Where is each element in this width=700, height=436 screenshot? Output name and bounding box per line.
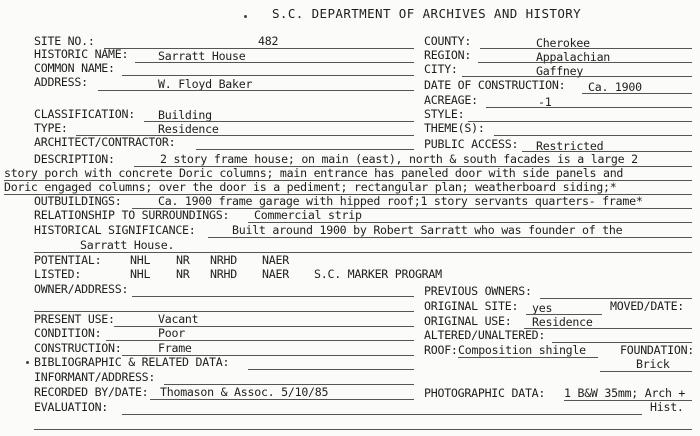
common-name-line (122, 75, 414, 76)
historic-name-value: Sarratt House (158, 49, 246, 63)
acreage-value: -1 (538, 95, 552, 109)
condition-label: CONDITION: (34, 326, 102, 340)
listed-label: LISTED: (34, 267, 82, 281)
date-construction-line (582, 93, 692, 94)
city-line (462, 76, 692, 77)
region-line (478, 62, 692, 63)
present-use-value: Vacant (158, 312, 199, 326)
county-label: COUNTY: (424, 34, 472, 48)
date-construction-label: DATE OF CONSTRUCTION: (424, 78, 566, 92)
recorded-label: RECORDED BY/DATE: (34, 385, 149, 399)
evaluation-line (122, 414, 642, 415)
previous-owners-label: PREVIOUS OWNERS: (424, 284, 532, 298)
outbuildings-value: Ca. 1900 frame garage with hipped roof;1 story servants quarters- frame* (158, 194, 643, 208)
significance-label: HISTORICAL SIGNIFICANCE: (34, 223, 196, 237)
listed-naer: NAER (262, 267, 289, 281)
owner-line (132, 296, 414, 297)
relationship-label: RELATIONSHIP TO SURROUNDINGS: (34, 208, 230, 222)
city-label: CITY: (424, 62, 458, 76)
type-value: Residence (158, 122, 219, 136)
bibliographic-label: BIBLIOGRAPHIC & RELATED DATA: (34, 355, 230, 369)
potential-nr: NR (176, 253, 190, 267)
description-line-2: story porch with concrete Doric columns; main entrance has paneled door with side panels and (4, 166, 624, 180)
significance-line-1: Built around 1900 by Robert Sarratt who was founder of the (232, 223, 623, 237)
punch-mark (244, 15, 247, 18)
potential-nrhd: NRHD (210, 253, 237, 267)
relationship-value: Commercial strip (254, 208, 362, 222)
listed-nhl: NHL (130, 267, 151, 281)
foundation-label: FOUNDATION: (620, 343, 695, 357)
architect-line (196, 149, 414, 150)
roof-value: Composition shingle (458, 343, 586, 357)
address-label: ADDRESS: (34, 75, 88, 89)
site-no-label: SITE NO.: (34, 34, 95, 48)
listed-nr: NR (176, 267, 190, 281)
owner-label: OWNER/ADDRESS: (34, 282, 129, 296)
region-label: REGION: (424, 48, 472, 62)
address-line (98, 90, 414, 91)
bibliographic-line (248, 369, 414, 370)
classification-value: Building (158, 108, 212, 122)
original-use-line (524, 328, 692, 329)
city-value: Gaffney (536, 64, 584, 78)
roof-label: ROOF: (424, 343, 458, 357)
potential-naer: NAER (262, 253, 289, 267)
roof-line (458, 357, 598, 358)
common-name-label: COMMON NAME: (34, 61, 115, 75)
public-access-label: PUBLIC ACCESS: (424, 137, 519, 151)
themes-line (494, 135, 692, 136)
outbuildings-label: OUTBUILDINGS: (34, 194, 122, 208)
recorded-line (150, 399, 414, 400)
acreage-line (486, 107, 692, 108)
recorded-value: Thomason & Assoc. 5/10/85 (160, 385, 329, 399)
original-site-value: yes (532, 301, 553, 315)
description-line-1: 2 story frame house; on main (east), north & south facades is a large 2 (160, 152, 638, 166)
classification-label: CLASSIFICATION: (34, 107, 135, 121)
potential-nhl: NHL (130, 253, 151, 267)
style-label: STYLE: (424, 107, 465, 121)
county-line (480, 48, 692, 49)
site-no-value: 482 (258, 34, 279, 48)
condition-value: Poor (158, 326, 185, 340)
type-label: TYPE: (34, 121, 68, 135)
original-site-label: ORIGINAL SITE: (424, 299, 519, 313)
description-line-3: Doric engaged columns; over the door is a pediment; rectangular plan; weatherboard siding;* (4, 180, 617, 194)
foundation-line (600, 371, 692, 372)
sc-marker-program: S.C. MARKER PROGRAM (314, 267, 442, 281)
significance-rule-1 (208, 237, 692, 238)
county-value: Cherokee (536, 36, 590, 50)
present-use-label: PRESENT USE: (34, 312, 115, 326)
public-access-value: Restricted (536, 139, 604, 153)
construction-value: Frame (158, 341, 192, 355)
informant-label: INFORMANT/ADDRESS: (34, 370, 156, 384)
original-use-value: Residence (532, 315, 593, 329)
style-line (468, 121, 692, 122)
description-label: DESCRIPTION: (34, 152, 115, 166)
historic-name-label: HISTORIC NAME: (34, 47, 129, 61)
historic-name-line (135, 62, 414, 63)
department-title: S.C. DEPARTMENT OF ARCHIVES AND HISTORY (272, 6, 582, 21)
date-construction-value: Ca. 1900 (588, 80, 642, 94)
address-value: W. Floyd Baker (158, 77, 253, 91)
architect-label: ARCHITECT/CONTRACTOR: (34, 135, 176, 149)
condition-line (106, 340, 414, 341)
altered-label: ALTERED/UNALTERED: (424, 328, 546, 342)
region-value: Appalachian (536, 50, 611, 64)
acreage-label: ACREAGE: (424, 93, 478, 107)
foundation-value: Brick (636, 357, 670, 371)
listed-nrhd: NRHD (210, 267, 237, 281)
themes-label: THEME(S): (424, 121, 485, 135)
site-no-line (104, 48, 414, 49)
evaluation-label: EVALUATION: (34, 400, 109, 414)
potential-label: POTENTIAL: (34, 253, 102, 267)
punch-mark-2 (26, 361, 29, 364)
construction-label: CONSTRUCTION: (34, 341, 122, 355)
evaluation-line-2 (34, 429, 692, 430)
moved-date-label: MOVED/DATE: (610, 299, 685, 313)
significance-line-2: Sarratt House. (80, 238, 175, 252)
photographic-label: PHOTOGRAPHIC DATA: (424, 386, 546, 400)
photographic-value: 1 B&W 35mm; Arch + (564, 386, 686, 400)
original-use-label: ORIGINAL USE: (424, 314, 512, 328)
photographic-value-2: Hist. (650, 400, 684, 414)
